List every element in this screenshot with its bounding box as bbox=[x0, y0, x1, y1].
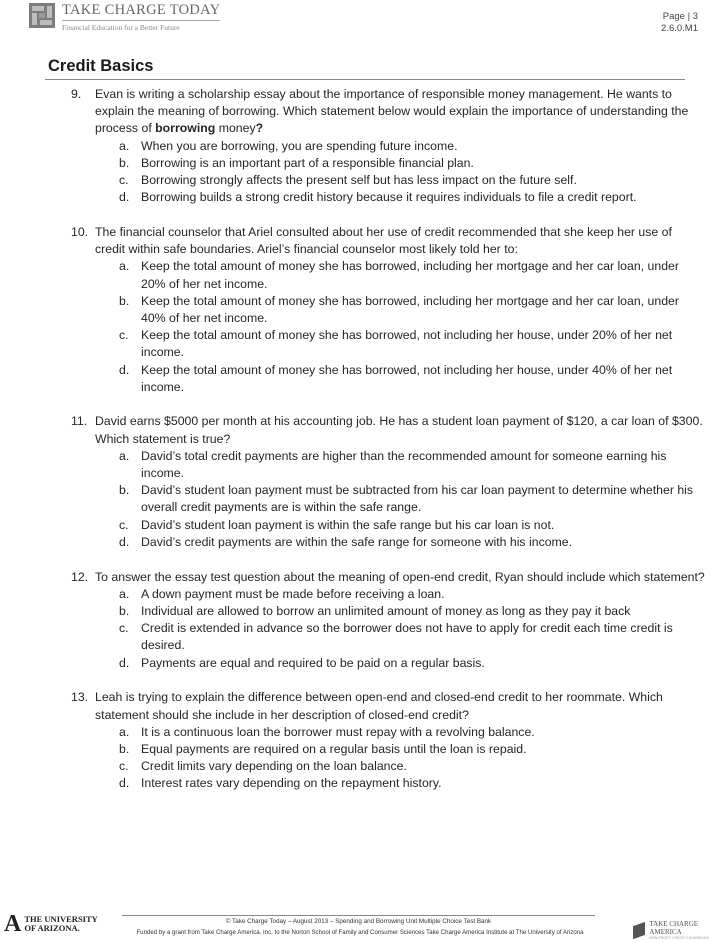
option-letter: a. bbox=[119, 259, 130, 274]
question-10 bbox=[0, 224, 728, 396]
logo-subtitle: Financial Education for a Better Future bbox=[62, 23, 180, 32]
tca-logo-text: TAKE CHARGE AMERICA bbox=[649, 920, 699, 936]
footer-funding: Funded by a grant from Take Charge America, Inc. to the Norton School of Family and Consumer Sciences Take Charge America Institute at The University of Arizona bbox=[136, 929, 584, 936]
option-letter: a. bbox=[119, 724, 130, 739]
logo-title: TAKE CHARGE TODAY bbox=[62, 3, 220, 21]
option-text: Keep the total amount of money she has borrowed, not including her house, under 40% of her net income. bbox=[141, 362, 673, 394]
answer-option bbox=[0, 172, 728, 189]
option-text: A down payment must be made before receiving a loan. bbox=[141, 586, 445, 601]
take-charge-today-logo bbox=[29, 3, 220, 32]
footer-copyright: © Take Charge Today – August 2013 – Spending and Borrowing Unit Multiple Choice Test Bank bbox=[225, 918, 492, 925]
answer-option bbox=[0, 258, 728, 292]
answer-option bbox=[0, 189, 728, 206]
option-text: David’s total credit payments are higher than the recommended amount for someone earning his income. bbox=[141, 448, 667, 481]
option-text: Individual are allowed to borrow an unlimited amount of money as long as they pay it back bbox=[141, 603, 631, 618]
answer-option bbox=[0, 448, 728, 482]
option-letter: d. bbox=[119, 655, 130, 670]
answer-option bbox=[0, 293, 728, 327]
footer-divider bbox=[122, 915, 595, 916]
ua-logo-line1: THE UNIVERSITY bbox=[24, 914, 98, 924]
option-text: Credit is extended in advance so the borrower does not have to apply for credit each time credit is desired. bbox=[141, 621, 673, 653]
take-charge-today-logo-icon bbox=[29, 3, 55, 28]
option-letter: b. bbox=[119, 483, 130, 498]
answer-option bbox=[0, 724, 728, 741]
answer-option bbox=[0, 655, 728, 672]
option-text: It is a continuous loan the borrower must repay with a revolving balance. bbox=[141, 724, 535, 739]
answer-option bbox=[0, 586, 728, 603]
option-letter: b. bbox=[119, 741, 130, 756]
document-version: 2.6.0.M1 bbox=[661, 23, 698, 34]
answer-option bbox=[0, 741, 728, 758]
question-number: 12. bbox=[71, 569, 89, 584]
section-divider bbox=[45, 79, 685, 80]
option-letter: b. bbox=[119, 155, 130, 170]
answer-option bbox=[0, 517, 728, 534]
option-letter: d. bbox=[119, 362, 130, 377]
question-9 bbox=[0, 86, 728, 206]
question-12 bbox=[0, 569, 728, 672]
option-letter: c. bbox=[119, 173, 129, 188]
page-number: Page | 3 bbox=[662, 11, 698, 22]
question-number: 9. bbox=[71, 87, 82, 101]
answer-option bbox=[0, 482, 728, 516]
university-of-arizona-logo bbox=[4, 913, 98, 935]
option-letter: a. bbox=[119, 448, 130, 463]
question-number: 11. bbox=[71, 414, 88, 429]
option-text: David’s student loan payment must be subtracted from his car loan payment to determine whether his overall credit payments are is within the safe range. bbox=[141, 483, 694, 515]
ua-logo-line2: OF ARIZONA. bbox=[24, 923, 80, 933]
answer-option bbox=[0, 327, 728, 361]
option-text: Credit limits vary depending on the loan balance. bbox=[141, 759, 407, 774]
arizona-a-icon: A bbox=[4, 911, 22, 937]
question-11 bbox=[0, 413, 728, 551]
option-text: Interest rates vary depending on the repayment history. bbox=[141, 776, 442, 791]
page-info bbox=[661, 11, 698, 35]
option-text: Payments are equal and required to be paid on a regular basis. bbox=[141, 655, 485, 670]
option-letter: c. bbox=[119, 621, 129, 636]
question-number: 10. bbox=[71, 224, 89, 239]
take-charge-america-logo bbox=[633, 920, 728, 940]
question-text: David earns $5000 per month at his accounting job. He has a student loan payment of $120, a car loan of $300. Which statement is true? bbox=[95, 414, 703, 446]
answer-option bbox=[0, 775, 728, 792]
answer-option bbox=[0, 155, 728, 172]
answer-option bbox=[0, 620, 728, 654]
answer-option bbox=[0, 138, 728, 155]
tca-logo-sub: NON-PROFIT CREDIT COUNSELING bbox=[649, 936, 710, 940]
answer-option bbox=[0, 362, 728, 396]
option-text: Borrowing builds a strong credit history because it requires individuals to file a credit report. bbox=[141, 190, 637, 205]
option-text: Equal payments are required on a regular basis until the loan is repaid. bbox=[141, 741, 527, 756]
answer-option bbox=[0, 603, 728, 620]
option-letter: d. bbox=[119, 776, 130, 791]
option-text: When you are borrowing, you are spending future income. bbox=[141, 138, 458, 153]
section-title: Credit Basics bbox=[48, 57, 154, 75]
question-text: Leah is trying to explain the difference between open-end and closed-end credit to her roommate. Which statement should she include in her description of closed-end credit? bbox=[95, 690, 663, 722]
question-text: To answer the essay test question about the meaning of open-end credit, Ryan should include which statement? bbox=[95, 569, 705, 584]
option-text: Keep the total amount of money she has borrowed, including her mortgage and her car loan, under 20% of her net income. bbox=[141, 259, 679, 291]
option-text: Borrowing strongly affects the present self but has less impact on the future self. bbox=[141, 173, 577, 188]
option-text: David’s student loan payment is within the safe range but his car loan is not. bbox=[141, 517, 555, 532]
question-number: 13. bbox=[71, 690, 89, 705]
option-text: David’s credit payments are within the safe range for someone with his income. bbox=[141, 534, 573, 549]
option-letter: b. bbox=[119, 603, 130, 618]
option-letter: d. bbox=[119, 534, 130, 549]
answer-option bbox=[0, 758, 728, 775]
option-letter: a. bbox=[119, 586, 130, 601]
question-13 bbox=[0, 689, 728, 792]
question-text: Evan is writing a scholarship essay about the importance of responsible money management. He wants to explain the meaning of borrowing. Which statement below would explain the importance of understanding the process of borrowing money? bbox=[95, 87, 689, 136]
option-letter: d. bbox=[119, 190, 130, 205]
option-text: Borrowing is an important part of a responsible financial plan. bbox=[141, 155, 474, 170]
question-text: The financial counselor that Ariel consulted about her use of credit recommended that she keep her use of credit within safe boundaries. Ariel’s financial counselor most likely told her to: bbox=[95, 224, 672, 257]
answer-option bbox=[0, 534, 728, 551]
take-charge-america-icon bbox=[633, 921, 645, 939]
option-text: Keep the total amount of money she has borrowed, not including her house, under 20% of her net income. bbox=[141, 328, 673, 360]
question-list bbox=[0, 86, 728, 810]
option-letter: b. bbox=[119, 293, 130, 308]
option-letter: a. bbox=[119, 138, 130, 153]
option-letter: c. bbox=[119, 517, 129, 532]
option-text: Keep the total amount of money she has borrowed, including her mortgage and her car loan, under 40% of her net income. bbox=[141, 293, 679, 325]
option-letter: c. bbox=[119, 328, 129, 343]
option-letter: c. bbox=[119, 759, 129, 774]
